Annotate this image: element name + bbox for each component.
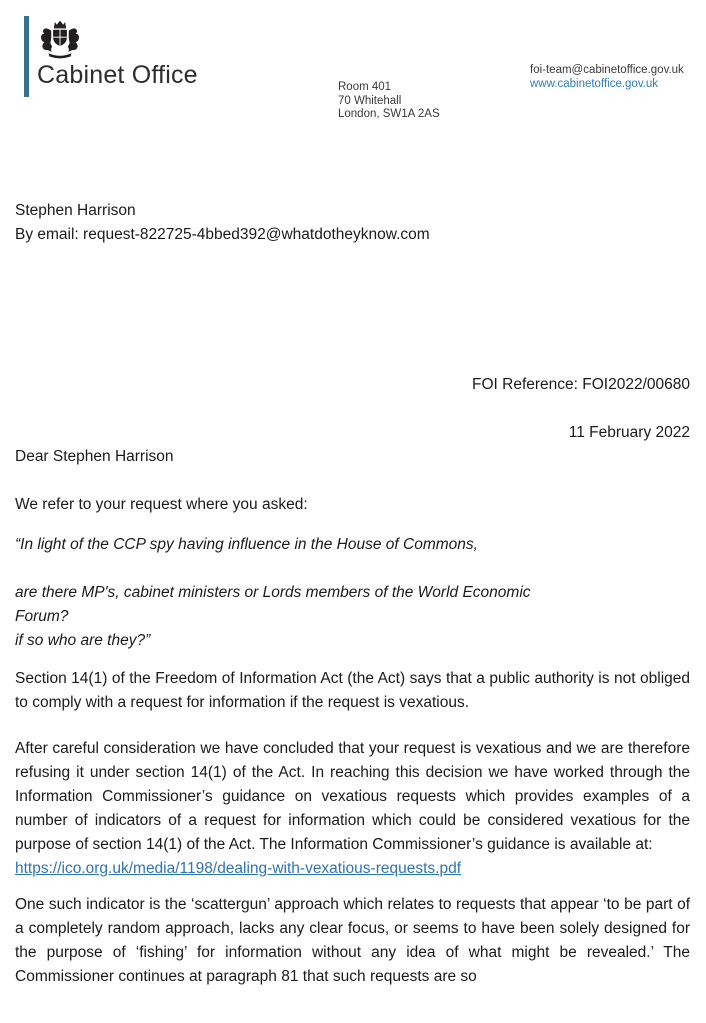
- department-name: Cabinet Office: [37, 61, 198, 89]
- quoted-request: [15, 533, 690, 653]
- foi-reference: FOI Reference: FOI2022/00680: [472, 376, 690, 393]
- letter-body: [15, 199, 690, 989]
- address-line-2: 70 Whitehall: [338, 94, 402, 107]
- paragraph-decision: After careful consideration we have concluded that your request is vexatious and we are therefore refusing it under section 14(1) of the Act. In reaching this decision we have worked through the Information Commissioner’s guidance on vexatious requests which provides examples of a number of indicators of a request for information which could be considered vexatious for the purpose of section 14(1) of the Act. The Information Commissioner’s guidance is available at:: [15, 740, 690, 853]
- logo-accent-bar: [24, 16, 29, 97]
- letter-date: 11 February 2022: [568, 424, 690, 441]
- website-link[interactable]: www.cabinetoffice.gov.uk: [530, 77, 659, 90]
- address-line-3: London, SW1A 2AS: [338, 108, 440, 120]
- quote-line-3: Forum?: [15, 608, 69, 625]
- paragraph-section-14: Section 14(1) of the Freedom of Information Act (the Act) says that a public authority is not obliged to comply with a request for information if the request is vexatious.: [15, 670, 690, 711]
- guidance-link-row: [15, 857, 690, 881]
- quote-line-4: if so who are they?”: [15, 632, 151, 649]
- guidance-link[interactable]: https://ico.org.uk/media/1198/dealing-with-vexatious-requests.pdf: [15, 860, 462, 877]
- foi-team-email: foi-team@cabinetoffice.gov.uk: [530, 64, 684, 76]
- recipient-delivery: By email: request-822725-4bbed392@whatdotheyknow.com: [15, 226, 430, 243]
- paragraph-scattergun: One such indicator is the ‘scattergun’ approach which relates to requests that appear ‘to be part of a completely random approach, lacks any clear focus, or seems to have been solely designed for the purpose of ‘fishing’ for information without any idea of what might be revealed.’ The Commissioner continues at paragraph 81 that such requests are so: [15, 896, 690, 985]
- recipient-name: Stephen Harrison: [15, 202, 136, 219]
- salutation: Dear Stephen Harrison: [15, 448, 174, 465]
- address-line-1: Room 401: [338, 81, 392, 93]
- quote-line-1: “In light of the CCP spy having influence in the House of Commons,: [15, 536, 478, 553]
- quote-line-2: are there MP's, cabinet ministers or Lords members of the World Economic: [15, 584, 531, 601]
- office-address: [338, 81, 440, 122]
- contact-block: [530, 64, 684, 91]
- royal-crest-icon: [37, 18, 83, 60]
- intro-line: We refer to your request where you asked:: [15, 496, 308, 513]
